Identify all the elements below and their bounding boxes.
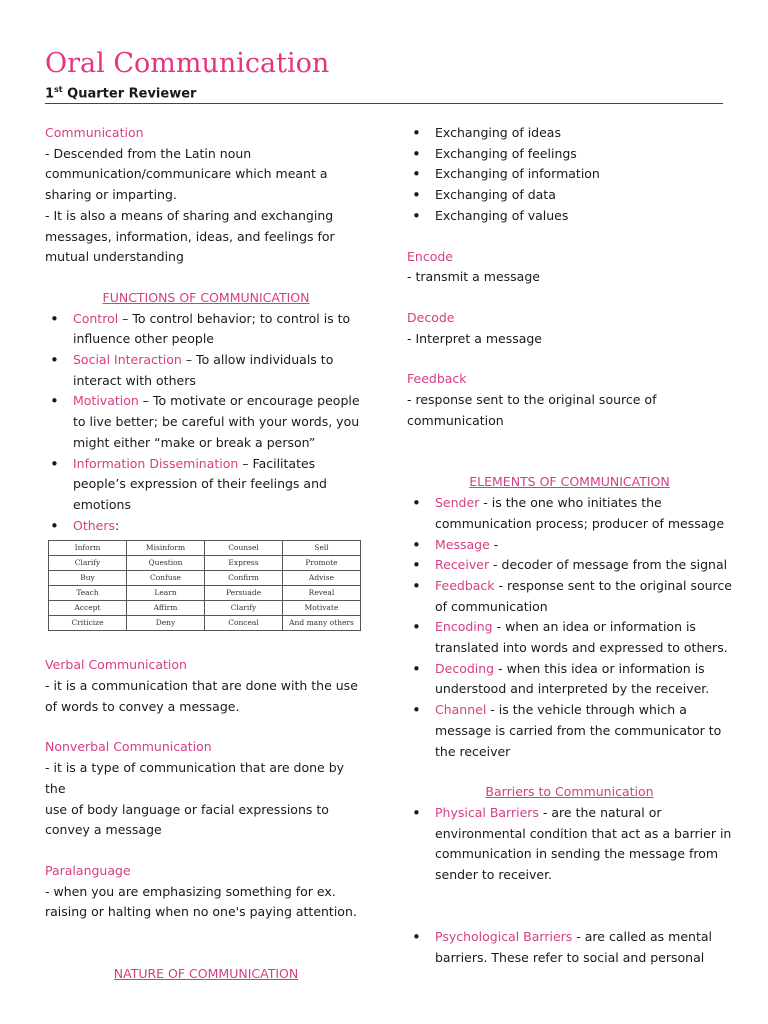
list-item: • Exchanging of ideas xyxy=(407,123,732,144)
page-title: Oral Communication xyxy=(45,48,330,79)
table-row xyxy=(49,556,361,571)
functions-list xyxy=(45,309,367,537)
list-item: • Information Dissemination – Facilitates people’s expression of their feelings and emotions xyxy=(45,454,367,516)
feedback-line: - response sent to the original source of xyxy=(407,392,657,408)
elements-section xyxy=(407,472,732,762)
list-item: • Encoding - when an idea or information is translated into words and expressed to others. xyxy=(407,617,732,658)
table-cell: Sell xyxy=(283,541,361,556)
feedback-section xyxy=(407,369,732,431)
list-item: • Exchanging of feelings xyxy=(407,144,732,165)
table-cell: Affirm xyxy=(127,601,205,616)
communication-line: - Descended from the Latin noun xyxy=(45,145,252,161)
table-cell: Confuse xyxy=(127,571,205,586)
functions-section xyxy=(45,288,367,631)
list-item: • Psychological Barriers - are called as mental barriers. These refer to social and personal xyxy=(407,927,732,968)
table-cell: Reveal xyxy=(283,586,361,601)
table-cell: Inform xyxy=(49,541,127,556)
list-item: • Receiver - decoder of message from the signal xyxy=(407,555,732,576)
table-cell: And many others xyxy=(283,616,361,631)
encode-text: - transmit a message xyxy=(407,269,540,285)
paralanguage-line: raising or halting when no one's paying attention. xyxy=(45,904,357,920)
table-row xyxy=(49,571,361,586)
left-column xyxy=(45,123,367,985)
elements-list xyxy=(407,493,732,762)
right-column xyxy=(407,123,732,968)
verbal-line: of words to convey a message. xyxy=(45,698,240,714)
paralanguage-section xyxy=(45,861,367,923)
table-cell: Buy xyxy=(49,571,127,586)
verbal-section xyxy=(45,655,367,717)
table-cell: Confirm xyxy=(205,571,283,586)
nature-list xyxy=(407,123,732,227)
nonverbal-heading: Nonverbal Communication xyxy=(45,739,212,755)
verbal-heading: Verbal Communication xyxy=(45,657,187,673)
list-item: • Exchanging of information xyxy=(407,164,732,185)
barriers-list xyxy=(407,803,732,968)
page-subtitle: 1st Quarter Reviewer xyxy=(45,85,197,102)
list-item: • Message - xyxy=(407,535,732,556)
list-item: • Others: xyxy=(45,516,367,537)
table-cell: Learn xyxy=(127,586,205,601)
table-row xyxy=(49,541,361,556)
table-cell: Express xyxy=(205,556,283,571)
communication-line: communication/communicare which meant a xyxy=(45,166,328,182)
nature-heading: NATURE OF COMMUNICATION xyxy=(113,966,299,982)
list-item: • Sender - is the one who initiates the communication process; producer of message xyxy=(407,493,732,534)
encode-heading: Encode xyxy=(407,248,453,264)
table-cell: Advise xyxy=(283,571,361,586)
list-item: • Control – To control behavior; to control is to influence other people xyxy=(45,309,367,350)
nonverbal-section xyxy=(45,737,367,841)
table-cell: Conceal xyxy=(205,616,283,631)
list-item: • Feedback - response sent to the original source of communication xyxy=(407,576,732,617)
table-cell: Clarify xyxy=(205,601,283,616)
others-table xyxy=(48,540,361,631)
decode-text: - Interpret a message xyxy=(407,330,542,346)
table-cell: Misinform xyxy=(127,541,205,556)
elements-heading: ELEMENTS OF COMMUNICATION xyxy=(469,474,670,490)
communication-line: sharing or imparting. xyxy=(45,187,177,203)
table-cell: Promote xyxy=(283,556,361,571)
barriers-section xyxy=(407,782,732,968)
functions-heading: FUNCTIONS OF COMMUNICATION xyxy=(102,289,310,305)
table-row xyxy=(49,616,361,631)
paralanguage-heading: Paralanguage xyxy=(45,862,131,878)
list-item: • Exchanging of data xyxy=(407,185,732,206)
communication-line: mutual understanding xyxy=(45,249,184,265)
list-item: • Channel - is the vehicle through which a message is carried from the communicator to the receiver xyxy=(407,700,732,762)
verbal-line: - it is a communication that are done with the use xyxy=(45,678,358,694)
table-cell: Question xyxy=(127,556,205,571)
nonverbal-line: - it is a type of communication that are done by the xyxy=(45,760,345,796)
list-item: • Social Interaction – To allow individuals to interact with others xyxy=(45,350,367,391)
table-cell: Counsel xyxy=(205,541,283,556)
header-rule xyxy=(45,103,723,104)
communication-section xyxy=(45,123,367,268)
table-cell: Motivate xyxy=(283,601,361,616)
table-cell: Teach xyxy=(49,586,127,601)
decode-heading: Decode xyxy=(407,309,455,325)
list-item: • Exchanging of values xyxy=(407,206,732,227)
feedback-heading: Feedback xyxy=(407,371,467,387)
paralanguage-line: - when you are emphasizing something for ex. xyxy=(45,883,336,899)
decode-section xyxy=(407,308,732,349)
table-cell: Clarify xyxy=(49,556,127,571)
table-row xyxy=(49,586,361,601)
communication-heading: Communication xyxy=(45,125,144,140)
feedback-line: communication xyxy=(407,412,504,428)
table-cell: Accept xyxy=(49,601,127,616)
table-cell: Deny xyxy=(127,616,205,631)
list-item: • Physical Barriers - are the natural or environmental condition that act as a barrier in communication in sending the message from sender to receiver. xyxy=(407,803,732,886)
list-item: • Motivation – To motivate or encourage people to live better; be careful with your words, you might either “make or break a person” xyxy=(45,391,367,453)
table-cell: Persuade xyxy=(205,586,283,601)
nonverbal-line: use of body language or facial expressions to xyxy=(45,801,329,817)
nonverbal-line: convey a message xyxy=(45,822,162,838)
communication-line: messages, information, ideas, and feelings for xyxy=(45,228,335,244)
table-row xyxy=(49,601,361,616)
barriers-heading: Barriers to Communication xyxy=(485,784,654,800)
communication-line: - It is also a means of sharing and exchanging xyxy=(45,207,334,223)
table-cell: Criticize xyxy=(49,616,127,631)
list-item: • Decoding - when this idea or information is understood and interpreted by the receiver. xyxy=(407,659,732,700)
encode-section xyxy=(407,247,732,288)
